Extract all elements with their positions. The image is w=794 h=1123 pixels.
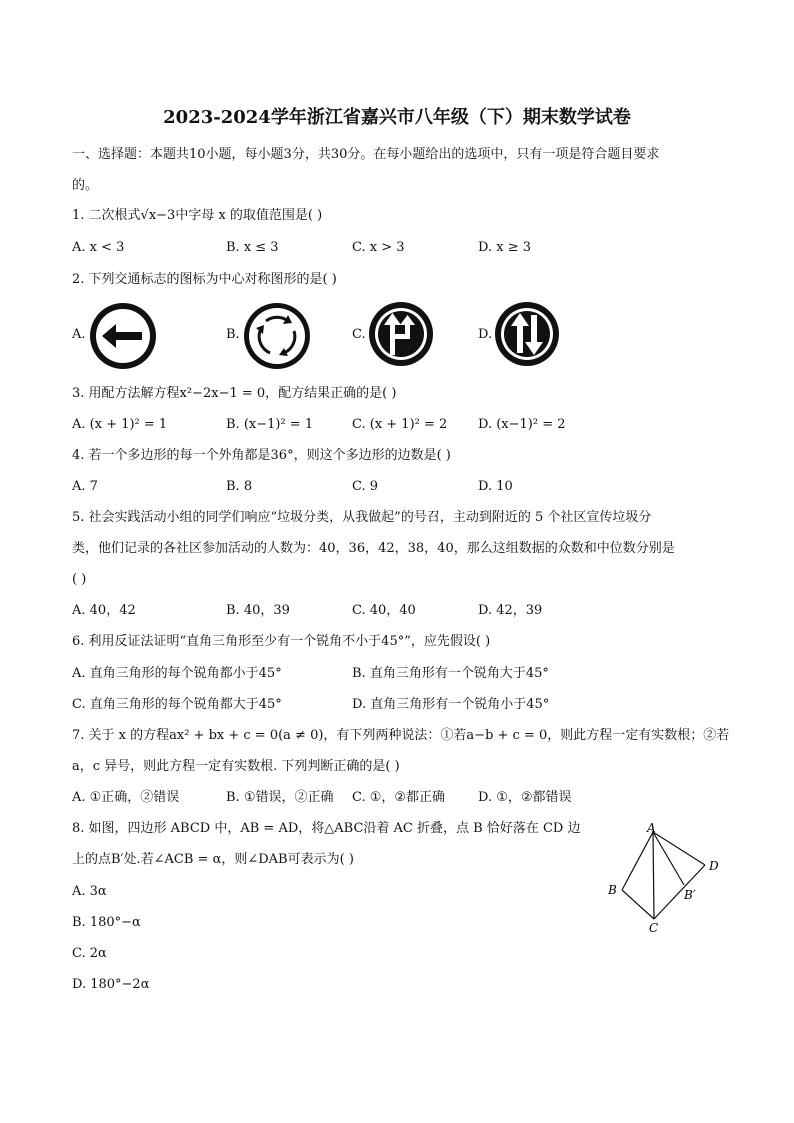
q3-option-d: D. (x−1)² = 2 xyxy=(478,417,566,432)
q7-option-c: C. ①，②都正确 xyxy=(352,790,446,805)
label-b-prime: B′ xyxy=(684,888,696,902)
q7-option-b: B. ①错误，②正确 xyxy=(226,790,334,805)
two-way-traffic-sign-icon xyxy=(494,301,560,367)
q6-stem: 6. 利用反证法证明“直角三角形至少有一个锐角不小于45°”，应先假设( ) xyxy=(72,634,491,649)
segment-cd xyxy=(654,865,705,919)
segment-bc xyxy=(622,890,654,919)
q3-option-b: B. (x−1)² = 1 xyxy=(226,417,314,432)
q5-stem-line1: 5. 社会实践活动小组的同学们响应“垃圾分类，从我做起”的号召，主动到附近的 5 个社区宣传垃圾分 xyxy=(72,510,652,525)
section-instruction-line2: 的。 xyxy=(72,178,99,193)
q2-label-c: C. xyxy=(352,327,366,342)
q7-option-a: A. ①正确，②错误 xyxy=(72,790,180,805)
q3-option-a: A. (x + 1)² = 1 xyxy=(72,417,168,432)
q2-stem: 2. 下列交通标志的图标为中心对称图形的是( ) xyxy=(72,272,337,287)
q4-option-a: A. 7 xyxy=(72,479,98,494)
roundabout-sign-icon xyxy=(242,301,312,371)
segment-ab xyxy=(622,832,653,890)
q1-option-a: A. x < 3 xyxy=(72,240,125,255)
q4-option-c: C. 9 xyxy=(352,479,379,494)
q4-option-d: D. 10 xyxy=(478,479,513,494)
q7-stem-line1: 7. 关于 x 的方程ax² + bx + c = 0(a ≠ 0)，有下列两种说法：①若a−b + c = 0，则此方程一定有实数根；②若 xyxy=(72,728,730,743)
q5-option-b: B. 40，39 xyxy=(226,603,290,618)
quadrilateral-figure xyxy=(600,822,730,937)
q2-label-b: B. xyxy=(226,327,240,342)
label-d: D xyxy=(709,859,719,873)
q6-option-d: D. 直角三角形有一个锐角小于45° xyxy=(352,697,550,712)
q1-option-b: B. x ≤ 3 xyxy=(226,240,279,255)
q5-option-a: A. 40，42 xyxy=(72,603,136,618)
straight-or-right-sign-icon xyxy=(368,301,434,367)
left-arrow-sign-icon xyxy=(88,301,158,371)
q5-option-d: D. 42，39 xyxy=(478,603,543,618)
q5-stem-line3: ( ) xyxy=(72,572,87,587)
q5-stem-line2: 类，他们记录的各社区参加活动的人数为：40，36，42，38，40，那么这组数据的众数和中位数分别是 xyxy=(72,541,675,556)
q6-option-a: A. 直角三角形的每个锐角都小于45° xyxy=(72,666,282,681)
section-instruction-line1: 一、选择题：本题共10小题，每小题3分，共30分。在每小题给出的选项中，只有一项是符合题目要求 xyxy=(72,147,660,162)
q8-option-c: C. 2α xyxy=(72,946,107,961)
q6-option-c: C. 直角三角形的每个锐角都大于45° xyxy=(72,697,282,712)
label-c: C xyxy=(649,921,659,935)
label-a: A xyxy=(647,822,656,835)
q7-stem-line2: a，c 异号，则此方程一定有实数根. 下列判断正确的是( ) xyxy=(72,759,400,774)
q3-option-c: C. (x + 1)² = 2 xyxy=(352,417,448,432)
segment-ab-prime xyxy=(653,832,684,885)
q8-option-d: D. 180°−2α xyxy=(72,977,150,992)
q8-option-a: A. 3α xyxy=(72,884,107,899)
q4-stem: 4. 若一个多边形的每一个外角都是36°，则这个多边形的边数是( ) xyxy=(72,448,451,463)
q2-label-d: D. xyxy=(478,327,493,342)
label-b: B xyxy=(608,883,617,897)
q1-option-c: C. x > 3 xyxy=(352,240,405,255)
q8-stem-line1: 8. 如图，四边形 ABCD 中，AB = AD，将△ABC沿着 AC 折叠，点 B 恰好落在 CD 边 xyxy=(72,821,581,836)
q8-option-b: B. 180°−α xyxy=(72,915,141,930)
exam-title: 2023-2024学年浙江省嘉兴市八年级（下）期末数学试卷 xyxy=(163,107,631,128)
segment-ac xyxy=(653,832,654,919)
q1-stem: 1. 二次根式√x−3中字母 x 的取值范围是( ) xyxy=(72,208,323,223)
q8-stem-line2: 上的点B′处.若∠ACB = α，则∠DAB可表示为( ) xyxy=(72,852,354,867)
q6-option-b: B. 直角三角形有一个锐角大于45° xyxy=(352,666,549,681)
q7-option-d: D. ①，②都错误 xyxy=(478,790,572,805)
q4-option-b: B. 8 xyxy=(226,479,253,494)
q5-option-c: C. 40，40 xyxy=(352,603,416,618)
q3-stem: 3. 用配方法解方程x²−2x−1 = 0，配方结果正确的是( ) xyxy=(72,386,397,401)
segment-ad xyxy=(653,832,705,865)
q1-option-d: D. x ≥ 3 xyxy=(478,240,531,255)
q2-label-a: A. xyxy=(72,327,86,342)
